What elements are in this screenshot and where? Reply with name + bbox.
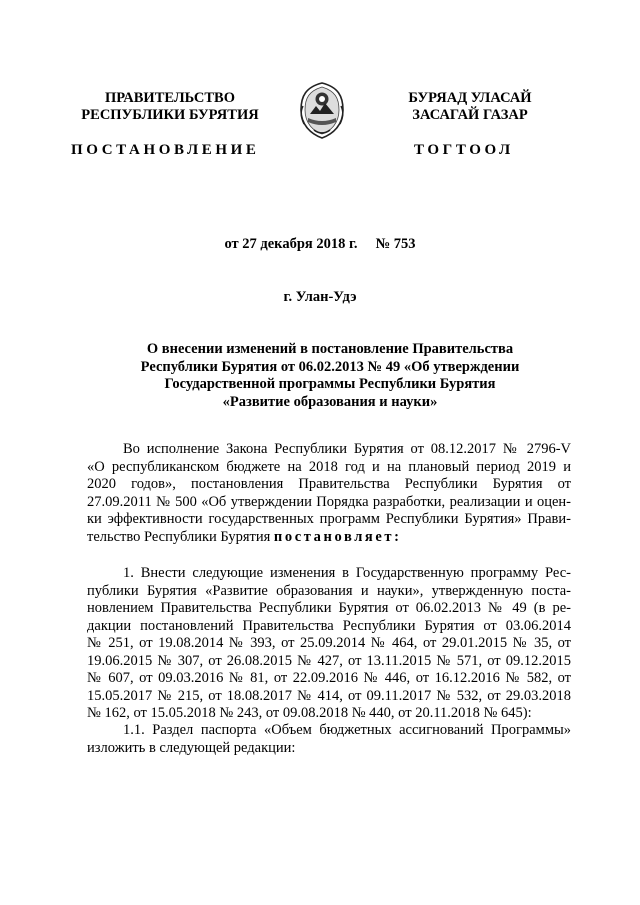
text-line: 27.09.2011 № 500 «Об утверждении Порядка разработки, реализации и оцен- bbox=[87, 493, 571, 510]
document-date: от 27 декабря 2018 г. bbox=[224, 236, 358, 252]
resolution-keyword: постановляет: bbox=[273, 528, 402, 545]
document-type-buryat: ТОГТООЛ bbox=[414, 142, 514, 158]
issuer-line: РЕСПУБЛИКИ БУРЯТИЯ bbox=[81, 107, 259, 123]
issuer-line: ПРАВИТЕЛЬСТВО bbox=[105, 90, 235, 106]
issuer-name-buryat bbox=[360, 90, 580, 124]
text-line: изложить в следующей редакции: bbox=[87, 739, 296, 756]
text-line: новлением Правительства Республики Бурятия от 06.02.2013 № 49 (в ре- bbox=[87, 600, 571, 616]
issuer-line: БУРЯАД УЛАСАЙ bbox=[408, 90, 532, 106]
text-line: 19.06.2015 № 307, от 26.08.2015 № 427, от 13.11.2015 № 571, от 09.12.2015 bbox=[87, 652, 571, 669]
issuer-name-russian bbox=[40, 90, 300, 124]
text-line: «О республиканском бюджете на 2018 год и на плановый период 2019 и bbox=[87, 458, 571, 475]
text-line: 1.1. Раздел паспорта «Объем бюджетных ассигнований Программы» bbox=[123, 722, 571, 738]
text-line: № 607, от 09.03.2016 № 81, от 22.09.2016 № 446, от 16.12.2016 № 582, от bbox=[87, 670, 571, 686]
document-date-line bbox=[0, 236, 640, 253]
text-line: 15.05.2017 № 215, от 18.08.2017 № 414, от 09.11.2017 № 532, от 29.03.2018 bbox=[87, 687, 571, 704]
text-line: № 162, от 15.05.2018 № 243, от 09.08.2018 № 440, от 20.11.2018 № 645): bbox=[87, 705, 532, 721]
text-segment: тельство Республики Бурятия bbox=[87, 528, 274, 545]
issuer-line: ЗАСАГАЙ ГАЗАР bbox=[412, 107, 528, 123]
text-line: дакции постановлений Правительства Республики Бурятия от 03.06.2014 bbox=[87, 617, 571, 634]
title-line: «Развитие образования и науки» bbox=[222, 393, 438, 410]
text-line: ки эффективности государственных программ Республики Бурятия» Прави- bbox=[87, 511, 571, 527]
title-line: О внесении изменений в постановление Правительства bbox=[146, 341, 514, 357]
title-line: Республики Бурятия от 06.02.2013 № 49 «Об утверждении bbox=[140, 358, 520, 375]
document-title bbox=[100, 341, 560, 411]
text-line bbox=[87, 529, 571, 547]
document-number: № 753 bbox=[375, 236, 416, 252]
text-line: Во исполнение Закона Республики Бурятия от 08.12.2017 № 2796-V bbox=[123, 441, 571, 457]
preamble-paragraph bbox=[87, 441, 571, 546]
document-city: г. Улан-Удэ bbox=[283, 289, 357, 305]
text-line: публики Бурятия «Развитие образования и науки», утвержденную поста- bbox=[87, 582, 571, 599]
clause-1-paragraph bbox=[87, 565, 571, 723]
document-type-russian: ПОСТАНОВЛЕНИЕ bbox=[71, 142, 260, 158]
text-line: 2020 годов», постановления Правительства Республики Бурятия от bbox=[87, 476, 571, 492]
clause-1-1-paragraph bbox=[87, 722, 571, 757]
text-line: № 251, от 19.08.2014 № 393, от 25.09.2014 № 464, от 29.01.2015 № 35, от bbox=[87, 635, 571, 651]
text-line: 1. Внести следующие изменения в Государственную программу Рес- bbox=[123, 565, 571, 581]
title-line: Государственной программы Республики Бурятия bbox=[164, 376, 496, 392]
coat-of-arms-icon bbox=[296, 80, 348, 140]
